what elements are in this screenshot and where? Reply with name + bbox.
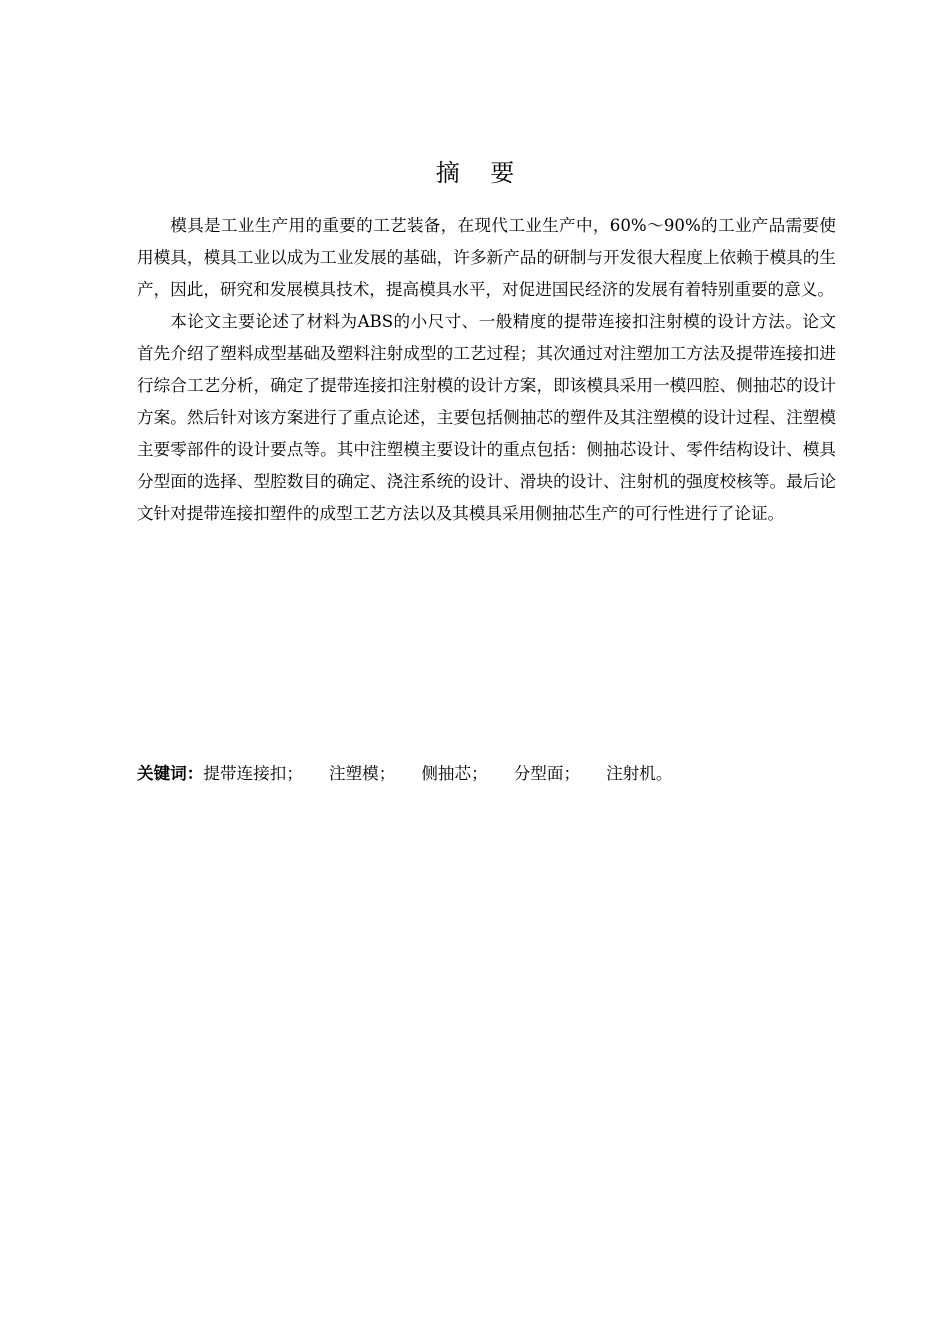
keywords-label: 关键词：	[137, 764, 204, 783]
abstract-body	[137, 210, 836, 530]
keywords-line	[137, 758, 836, 790]
keyword-item: 注塑模；	[328, 764, 396, 783]
keyword-item: 注射机。	[606, 764, 673, 783]
page-title: 摘 要	[435, 159, 515, 187]
abstract-paragraph-1: 模具是工业生产用的重要的工艺装备，在现代工业生产中，60%～90%的工业产品需要使用模具，模具工业以成为工业发展的基础，许多新产品的研制与开发很大程度上依赖于模具的生产，因此，研究和发展模具技术，提高模具水平，对促进国民经济的发展有着特别重要的意义。	[137, 216, 836, 299]
abstract-paragraph-2: 本论文主要论述了材料为ABS的小尺寸、一般精度的提带连接扣注射模的设计方法。论文首先介绍了塑料成型基础及塑料注射成型的工艺过程；其次通过对注塑加工方法及提带连接扣进行综合工艺分析，确定了提带连接扣注射模的设计方案，即该模具采用一模四腔、侧抽芯的设计方案。然后针对该方案进行了重点论述，主要包括侧抽芯的塑件及其注塑模的设计过程、注塑模主要零部件的设计要点等。其中注塑模主要设计的重点包括：侧抽芯设计、零件结构设计、模具分型面的选择、型腔数目的确定、浇注系统的设计、滑块的设计、注射机的强度校核等。最后论文针对提带连接扣塑件的成型工艺方法以及其模具采用侧抽芯生产的可行性进行了论证。	[137, 312, 836, 523]
keyword-item: 分型面；	[513, 764, 581, 783]
keyword-item: 提带连接扣；	[203, 764, 303, 783]
keyword-item: 侧抽芯；	[421, 764, 488, 783]
